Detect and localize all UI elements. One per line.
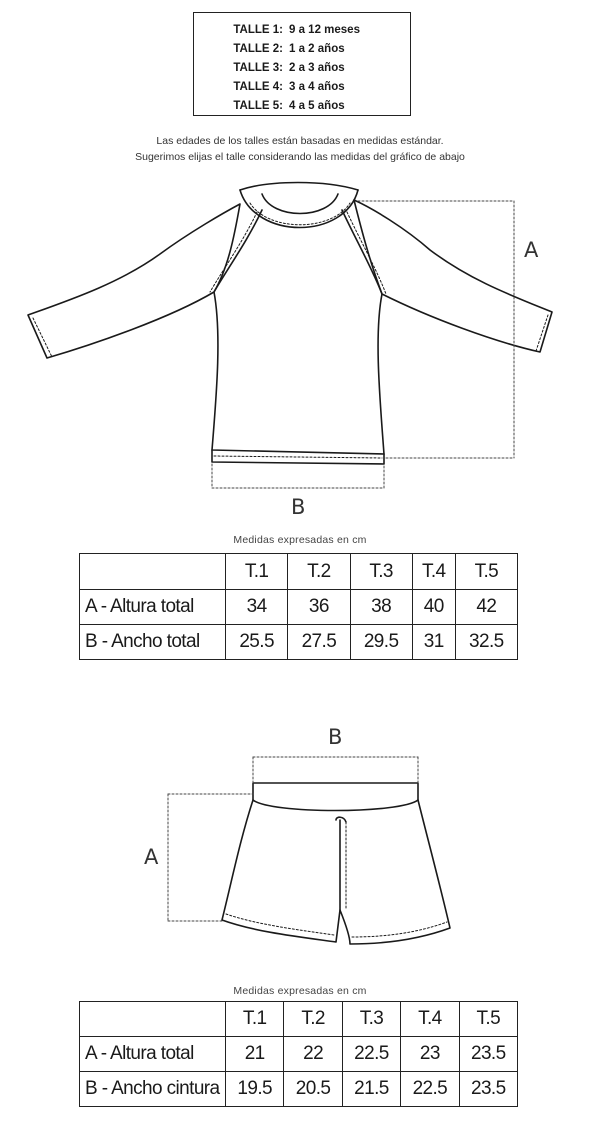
row-label: B - Ancho cintura <box>80 1072 226 1107</box>
shirt-illustration <box>28 183 552 465</box>
shorts-measurements-table <box>79 1001 518 1107</box>
shirt-table-header-row <box>80 554 518 590</box>
shirt-measurements-table <box>79 553 518 660</box>
table-cell: 32.5 <box>455 625 517 660</box>
table-row <box>80 1072 518 1107</box>
size-row-2: TALLE 2: 1 a 2 años <box>233 43 345 55</box>
size-row-4: TALLE 4: 3 a 4 años <box>233 81 345 93</box>
table-header-cell: T.4 <box>412 554 455 590</box>
table-cell: 20.5 <box>284 1072 342 1107</box>
table-header-cell: T.5 <box>455 554 517 590</box>
table-row <box>80 1037 518 1072</box>
intro-line-1: Las edades de los talles están basadas en medidas estándar. <box>156 135 444 147</box>
table-header-cell: T.2 <box>284 1002 342 1037</box>
shorts-dim-b-label: B <box>328 725 343 749</box>
row-label: A - Altura total <box>80 1037 226 1072</box>
table-cell: 23 <box>401 1037 459 1072</box>
table-header-cell: T.3 <box>342 1002 400 1037</box>
shorts-table-caption: Medidas expresadas en cm <box>233 985 367 997</box>
shirt-dim-b-label: B <box>291 495 306 519</box>
table-cell: 36 <box>288 590 350 625</box>
shirt-left-sleeve <box>28 204 240 358</box>
table-cell: 19.5 <box>226 1072 284 1107</box>
table-header-cell: T.4 <box>401 1002 459 1037</box>
row-label: A - Altura total <box>80 590 226 625</box>
table-header-cell: T.5 <box>459 1002 517 1037</box>
shorts-waistband <box>253 783 418 811</box>
table-cell: 40 <box>412 590 455 625</box>
table-cell: 42 <box>455 590 517 625</box>
size-row-5: TALLE 5: 4 a 5 años <box>233 100 345 112</box>
table-cell: 22.5 <box>342 1037 400 1072</box>
size-row-1: TALLE 1: 9 a 12 meses <box>233 24 360 36</box>
table-row <box>80 590 518 625</box>
table-cell: 21.5 <box>342 1072 400 1107</box>
shorts-table-header-row <box>80 1002 518 1037</box>
shirt-dim-a-label: A <box>524 238 539 262</box>
table-cell: 25.5 <box>226 625 288 660</box>
shorts-dim-a-label: A <box>144 845 159 869</box>
table-cell: 23.5 <box>459 1037 517 1072</box>
table-cell: 22.5 <box>401 1072 459 1107</box>
table-header-cell <box>80 554 226 590</box>
shorts-body <box>222 800 450 944</box>
table-header-cell: T.2 <box>288 554 350 590</box>
row-label: B - Ancho total <box>80 625 226 660</box>
shirt-table-caption: Medidas expresadas en cm <box>233 534 367 546</box>
intro-line-2: Sugerimos elijas el talle considerando las medidas del gráfico de abajo <box>135 151 465 163</box>
table-header-cell: T.1 <box>226 554 288 590</box>
table-cell: 22 <box>284 1037 342 1072</box>
shirt-collar <box>240 190 358 228</box>
table-cell: 21 <box>226 1037 284 1072</box>
table-header-cell: T.1 <box>226 1002 284 1037</box>
table-cell: 23.5 <box>459 1072 517 1107</box>
table-cell: 34 <box>226 590 288 625</box>
shirt-body <box>212 292 384 454</box>
table-row <box>80 625 518 660</box>
table-cell: 38 <box>350 590 412 625</box>
shorts-dimension-guides <box>168 757 418 921</box>
table-header-cell: T.3 <box>350 554 412 590</box>
table-header-cell <box>80 1002 226 1037</box>
shorts-illustration <box>222 783 450 944</box>
size-row-3: TALLE 3: 2 a 3 años <box>233 62 345 74</box>
table-cell: 29.5 <box>350 625 412 660</box>
shirt-right-sleeve <box>354 200 552 352</box>
table-cell: 31 <box>412 625 455 660</box>
table-cell: 27.5 <box>288 625 350 660</box>
